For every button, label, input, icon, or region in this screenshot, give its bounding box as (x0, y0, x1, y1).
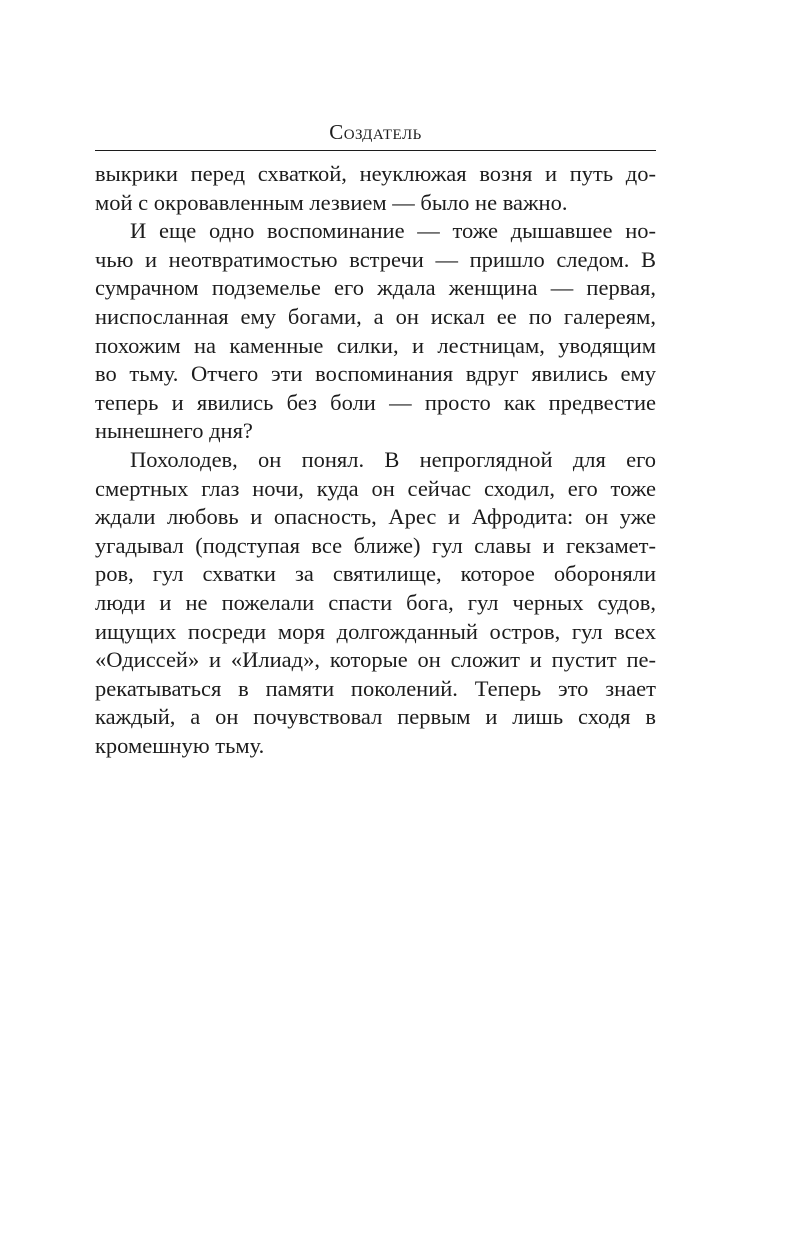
text-line: похожим на каменные силки, и лестницам, уводящим (95, 332, 656, 358)
text-line: ищущих посреди моря долгожданный остров, гул всех (95, 618, 656, 644)
text-line: теперь и явились без боли — просто как предвестие (95, 389, 656, 415)
paragraph (95, 217, 656, 446)
paragraph (95, 446, 656, 761)
text-line: ров, гул схватки за святилище, которое обороняли (95, 561, 656, 587)
header-rule (95, 150, 656, 151)
text-line: во тьму. Отчего эти воспоминания вдруг явились ему (95, 361, 656, 387)
text-line: ждали любовь и опасность, Арес и Афродита: он уже (95, 504, 656, 530)
text-line: кромешную тьму. (95, 732, 265, 758)
text-line: люди и не пожелали спасти бога, гул черных судов, (95, 589, 656, 615)
text-line: чью и неотвратимостью встречи — пришло следом. В (95, 246, 656, 272)
text-line: мой с окровавленным лезвием — было не важно. (95, 189, 568, 215)
text-line: нынешнего дня? (95, 418, 253, 444)
text-line: «Одиссей» и «Илиад», которые он сложит и пустит пе- (95, 647, 656, 673)
text-line: И еще одно воспоминание — тоже дышавшее но- (130, 218, 656, 244)
text-line: Похолодев, он понял. В непроглядной для его (130, 446, 656, 472)
text-line: смертных глаз ночи, куда он сейчас сходил, его тоже (95, 475, 656, 501)
text-line: сумрачном подземелье его ждала женщина — первая, (95, 275, 656, 301)
body-text (95, 160, 656, 760)
text-line: каждый, а он почувствовал первым и лишь сходя в (95, 704, 656, 730)
paragraph (95, 160, 656, 217)
text-line: ниспосланная ему богами, а он искал ее по галереям, (95, 303, 656, 329)
text-line: угадывал (подступая все ближе) гул славы и гекзамет- (95, 532, 656, 558)
text-line: выкрики перед схваткой, неуклюжая возня и путь до- (95, 161, 656, 186)
text-line: рекатываться в памяти поколений. Теперь это знает (95, 675, 656, 701)
running-head: Создатель (329, 120, 422, 144)
